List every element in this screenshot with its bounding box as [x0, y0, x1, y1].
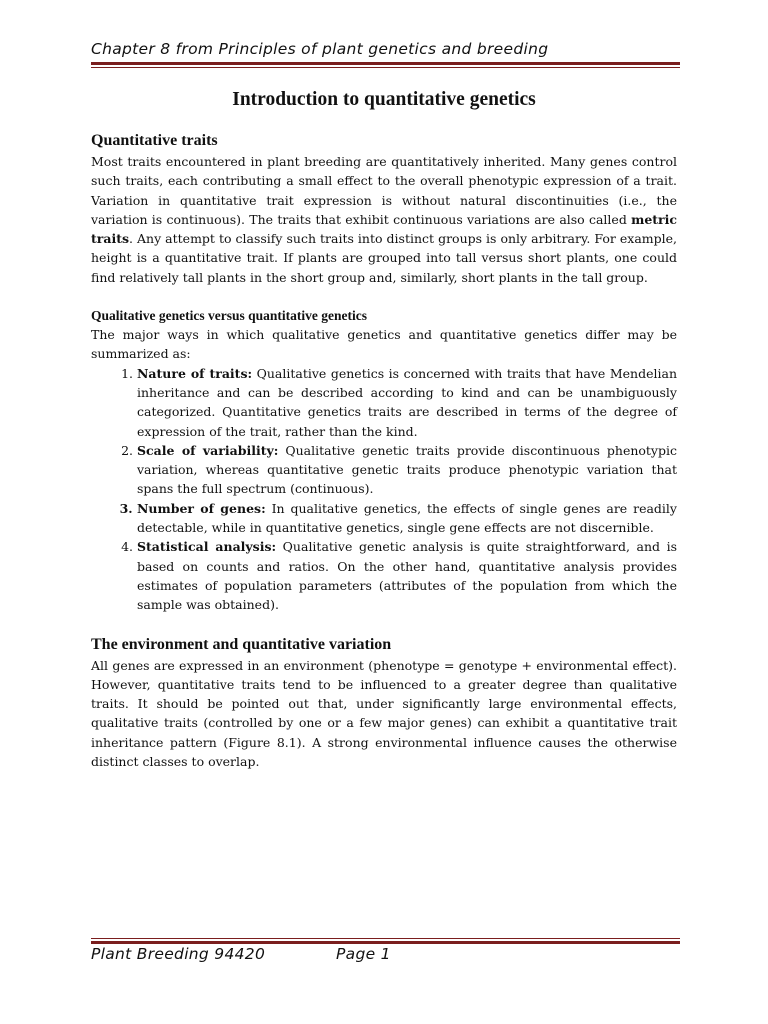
header-rule	[91, 62, 680, 68]
section-heading-quantitative-traits: Quantitative traits	[91, 132, 218, 149]
paragraph-environment: All genes are expressed in an environment (phenotype = genotype + environmental effect). However, quantitative traits tend to be influenced to a greater degree than qualitative traits. It should be pointed out that, under significantly large environmental effects, qualitative traits (controlled by one or a few major genes) can exhibit a quantitative trait inheritance pattern (Figure 8.1). A strong environmental influence causes the otherwise distinct classes to overlap.	[91, 657, 677, 770]
differences-list	[91, 364, 677, 615]
paragraph-intro-differences: The major ways in which qualitative genetics and quantitative genetics differ may be summarized as:	[91, 327, 677, 362]
section-heading-qualitative-vs-quantitative: Qualitative genetics versus quantitative genetics	[91, 308, 367, 324]
page-footer	[91, 945, 391, 963]
list-item: 3. Number of genes: In qualitative genetics, the effects of single genes are readily detectable, while in quantitative genetics, single gene effects are not discernible.	[137, 499, 677, 538]
list-item: 1. Nature of traits: Qualitative genetics is concerned with traits that have Mendelian inheritance and can be described according to kind and can be unambiguously categorized. Quantitative genetics traits are described in terms of the degree of expression of the trait, rather than the kind.	[137, 364, 677, 441]
list-item: 2. Scale of variability: Qualitative genetic traits provide discontinuous phenotypic variation, whereas quantitative genetic traits produce phenotypic variation that spans the full spectrum (continuous).	[137, 441, 677, 499]
page-content	[91, 88, 677, 771]
page-number: Page 1	[336, 945, 391, 963]
section-heading-environment: The environment and quantitative variation	[91, 635, 392, 653]
footer-rule	[91, 938, 680, 944]
footer-course: Plant Breeding 94420	[91, 945, 266, 963]
paragraph-quantitative-traits: Most traits encountered in plant breeding are quantitatively inherited. Many genes control such traits, each contributing a small effect to the overall phenotypic expression of a trait. Variation in quantitative trait expression is without natural discontinuities (i.e., the variation is continuous). The traits that exhibit continuous variations are also called metric traits. Any attempt to classify such traits into distinct groups is only arbitrary. For example, height is a quantitative trait. If plants are grouped into tall versus short plants, one could find relatively tall plants in the short group and, similarly, short plants in the tall group.	[91, 154, 677, 285]
metric-traits-term: metric traits	[91, 211, 677, 247]
page-title: Introduction to quantitative genetics	[232, 89, 536, 110]
running-header: Chapter 8 from Principles of plant genetics and breeding	[91, 40, 549, 58]
list-item: 4. Statistical analysis: Qualitative genetic analysis is quite straightforward, and is based on counts and ratios. On the other hand, quantitative analysis provides estimates of population parameters (attributes of the population from which the sample was obtained).	[137, 537, 677, 614]
